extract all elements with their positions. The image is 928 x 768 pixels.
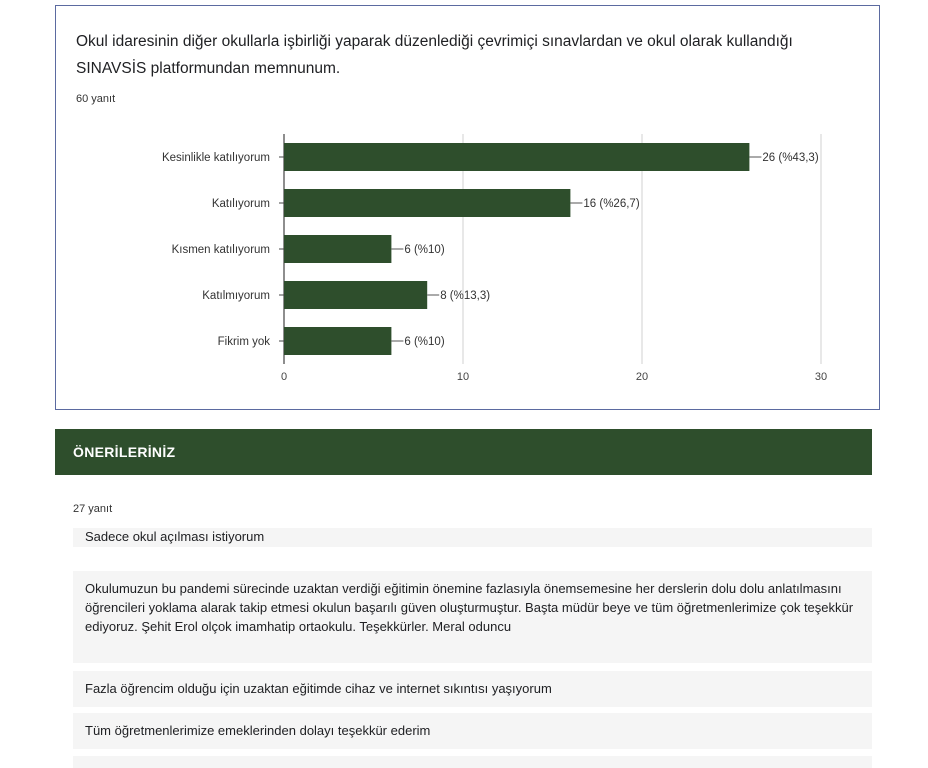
category-label: Kısmen katılıyorum: [171, 244, 270, 256]
data-label: 16 (%26,7): [583, 198, 640, 210]
question-card: [55, 5, 880, 410]
response-text: Tüm öğretmenlerimize emeklerinden dolayı teşekkür ederim: [85, 723, 431, 738]
bar: [284, 189, 570, 217]
section-header: [55, 429, 872, 475]
bar: [284, 281, 427, 309]
section-response-count: 27 yanıt: [73, 503, 113, 515]
data-label: 8 (%13,3): [440, 290, 491, 302]
response-text: Okulumuzun bu pandemi sürecinde uzaktan verdiği eğitimin önemine fazlasıyla önemsemesine her derslerin dolu dolu anlatılmasını öğrencileri yoklama alarak takip etmesi okulun başarılı güven oluşturmuştur. Başta müdür beye ve tüm öğretmenlerimize çok teşekkür ediyoruz. Şehit Erol olçok imamhatip ortaokulu. Teşekkürler. Meral oduncu: [85, 581, 854, 634]
bar: [284, 327, 391, 355]
response-item: [73, 671, 872, 707]
responses-list[interactable]: [73, 528, 872, 768]
response-item: [73, 528, 872, 547]
x-tick-label: 0: [280, 371, 288, 383]
category-label: Kesinlikle katılıyorum: [161, 152, 270, 164]
data-label: 26 (%43,3): [762, 152, 819, 164]
bar: [284, 235, 391, 263]
category-label: Katılıyorum: [211, 198, 270, 210]
response-item-partial: [73, 756, 872, 768]
x-tick-label: 30: [814, 371, 828, 383]
category-label: Fikrim yok: [217, 336, 270, 348]
response-count: 60 yanıt: [76, 93, 116, 105]
x-tick-label: 10: [456, 371, 470, 383]
bar-chart: [56, 6, 878, 408]
question-title: Okul idaresinin diğer okullarla işbirliği yaparak düzenlediği çevrimiçi sınavlardan ve okul olarak kullandığı SINAVSİS platformundan memnunum.: [76, 33, 793, 77]
x-tick-label: 20: [635, 371, 649, 383]
response-text: Fazla öğrencim olduğu için uzaktan eğitimde cihaz ve internet sıkıntısı yaşıyorum: [85, 681, 552, 696]
response-text: Sadece okul açılması istiyorum: [85, 529, 265, 544]
bar: [284, 143, 749, 171]
category-label: Katılmıyorum: [202, 290, 270, 302]
data-label: 6 (%10): [404, 244, 445, 256]
data-label: 6 (%10): [404, 336, 445, 348]
section-title: ÖNERİLERİNİZ: [73, 444, 176, 460]
response-item: [73, 713, 872, 749]
response-item: [73, 571, 872, 663]
